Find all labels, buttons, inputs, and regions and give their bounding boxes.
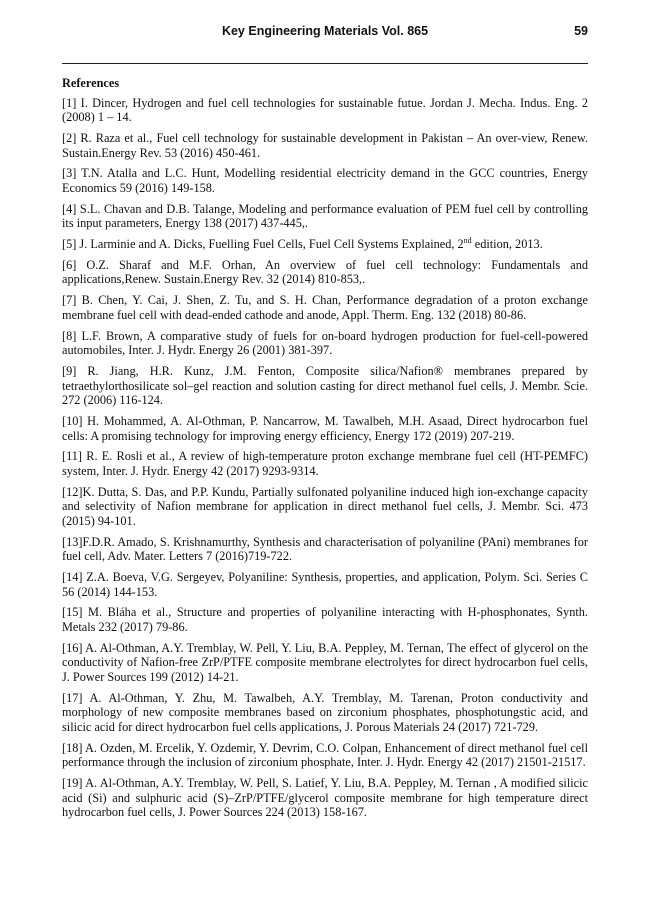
- reference-item: [18] A. Ozden, M. Ercelik, Y. Ozdemir, Y. Devrim, C.O. Colpan, Enhancement of direct methanol fuel cell performance through the inclusion of zirconium phosphate, Inter. J. Hydr. Energy 42 (2017) 21501-21517.: [62, 740, 588, 770]
- reference-5-text: [5] J. Larminie and A. Dicks, Fuelling Fuel Cells, Fuel Cell Systems Explained, 2: [62, 237, 464, 252]
- reference-item: [19] A. Al-Othman, A.Y. Tremblay, W. Pell, S. Latief, Y. Liu, B.A. Peppley, M. Ternan , A modified silicic acid (Si) and sulphuric acid (S)–ZrP/PTFE/glycerol composite membrane for high temperature direct hydrocarbon fuel cells, J. Power Sources 224 (2013) 158-167.: [62, 776, 588, 820]
- reference-item: [8] L.F. Brown, A comparative study of fuels for on-board hydrogen production for fuel-cell-powered automobiles, Inter. J. Hydr. Energy 26 (2001) 381-397.: [62, 328, 588, 358]
- reference-item: [1] I. Dincer, Hydrogen and fuel cell technologies for sustainable futue. Jordan J. Mecha. Indus. Eng. 2 (2008) 1 – 14.: [62, 95, 588, 125]
- reference-item: [11] R. E. Rosli et al., A review of high-temperature proton exchange membrane fuel cell (HT-PEMFC) system, Inter. J. Hydr. Energy 42 (2017) 9293-9314.: [62, 449, 588, 478]
- reference-item: [2] R. Raza et al., Fuel cell technology for sustainable development in Pakistan – An over-view, Renew. Sustain.Energy Rev. 53 (2016) 450-461.: [62, 130, 588, 160]
- reference-item: [10] H. Mohammed, A. Al-Othman, P. Nancarrow, M. Tawalbeh, M.H. Asaad, Direct hydrocarbon fuel cells: A promising technology for improving energy efficiency, Energy 172 (2019) 207-219.: [62, 413, 588, 443]
- references-section: [62, 76, 588, 826]
- reference-item: [4] S.L. Chavan and D.B. Talange, Modeling and performance evaluation of PEM fuel cell by controlling its input parameters, Energy 138 (2017) 437-445,.: [62, 201, 588, 231]
- reference-item: [13]F.D.R. Amado, S. Krishnamurthy, Synthesis and characterisation of polyaniline (PAni) membranes for fuel cell, Adv. Mater. Letters 7 (2016)719-722.: [62, 534, 588, 564]
- reference-5-tail: edition, 2013.: [471, 237, 543, 252]
- reference-item: [7] B. Chen, Y. Cai, J. Shen, Z. Tu, and S. H. Chan, Performance degradation of a proton exchange membrane fuel cell with dead-ended cathode and anode, Appl. Therm. Eng. 132 (2018) 80-86.: [62, 293, 588, 322]
- reference-item: [14] Z.A. Boeva, V.G. Sergeyev, Polyaniline: Synthesis, properties, and application, Polym. Sci. Series C 56 (2014) 144-153.: [62, 570, 588, 599]
- reference-item: [17] A. Al-Othman, Y. Zhu, M. Tawalbeh, A.Y. Tremblay, M. Tarenan, Proton conductivity and morphology of new composite membranes based on zirconium phosphates, phosphotungstic acid, and silicic acid for direct hydrocarbon fuel cells applications, J. Porous Materials 24 (2017) 721-729.: [62, 690, 588, 734]
- references-heading: References: [62, 76, 120, 90]
- reference-item: [3] T.N. Atalla and L.C. Hunt, Modelling residential electricity demand in the GCC countries, Energy Economics 59 (2016) 149-158.: [62, 166, 588, 195]
- reference-item: [6] O.Z. Sharaf and M.F. Orhan, An overview of fuel cell technology: Fundamentals and applications,Renew. Sustain.Energy Rev. 32 (2014) 810-853,.: [62, 257, 588, 287]
- reference-item: [15] M. Bláha et al., Structure and properties of polyaniline interacting with H-phosphonates, Synth. Metals 232 (2017) 79-86.: [62, 605, 588, 635]
- page-number: 59: [574, 24, 588, 38]
- reference-5-superscript: nd: [463, 236, 472, 245]
- header-rule: [62, 63, 588, 64]
- reference-item: [9] R. Jiang, H.R. Kunz, J.M. Fenton, Composite silica/Nafion® membranes prepared by tetraethylorthosilicate sol–gel reaction and solution casting for direct methanol fuel cells, J. Membr. Scie. 272 (2006) 116-124.: [62, 364, 588, 408]
- reference-item: [16] A. Al-Othman, A.Y. Tremblay, W. Pell, Y. Liu, B.A. Peppley, M. Ternan, The effect of glycerol on the conductivity of Nafion-free ZrP/PTFE composite membrane electrolytes for direct hydrocarbon fuel cells, J. Power Sources 199 (2012) 14-21.: [62, 640, 588, 684]
- reference-item: [12]K. Dutta, S. Das, and P.P. Kundu, Partially sulfonated polyaniline induced high ion-exchange capacity and selectivity of Nafion membrane for application in direct methanol fuel cells, J. Membr. Sci. 473 (2015) 94-101.: [62, 484, 588, 528]
- running-header: [62, 24, 588, 42]
- reference-item: [62, 237, 588, 252]
- journal-title: Key Engineering Materials Vol. 865: [221, 24, 429, 38]
